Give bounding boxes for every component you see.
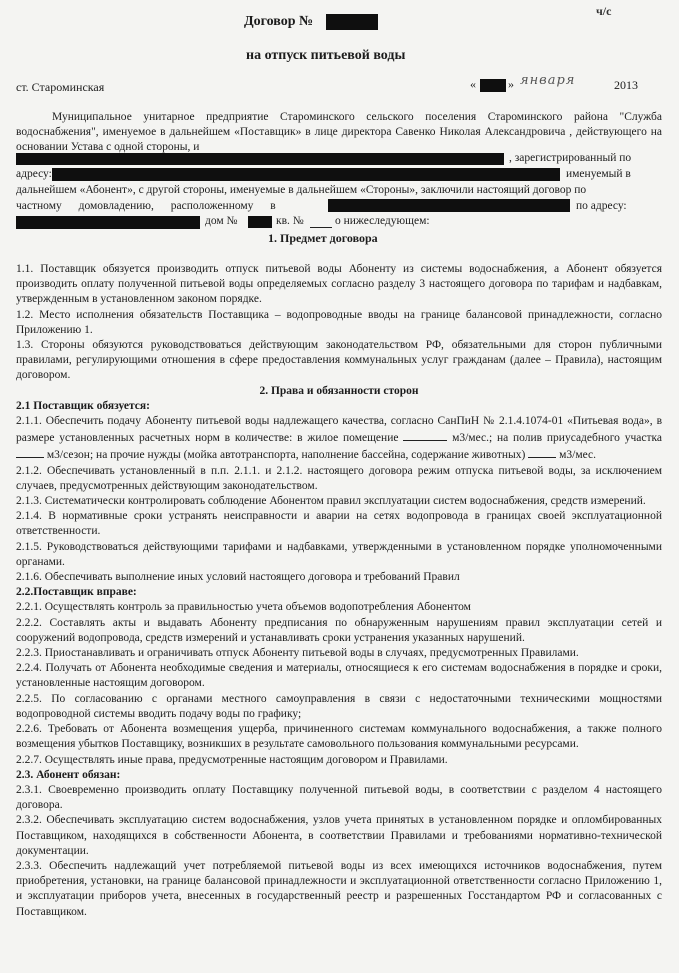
private-house-text: частному домовладению, расположенному в	[16, 200, 276, 212]
clause-2-2-5: 2.2.5. По согласованию с органами местного самоуправления в связи с недостаточными техническими мощностями водопроводной системы вводить подачу воды по графику;	[16, 692, 662, 720]
house-number-label: дом №	[205, 215, 238, 227]
contract-title: Договор №	[244, 14, 314, 29]
redaction-street	[16, 216, 200, 229]
redaction-abonent-name	[16, 153, 504, 165]
date-quote-close: »	[508, 77, 514, 91]
section-2-3-heading: 2.3. Абонент обязан:	[16, 768, 121, 781]
clause-2-1-2: 2.1.2. Обеспечивать установленный в п.п. 2.1.1. и 2.1.2. настоящего договора режим отпуска питьевой воды, за исключением случаев, предусмотренных действующим законодательством.	[16, 464, 662, 492]
named-text: именуемый в	[566, 168, 631, 180]
clause-2-2-6: 2.2.6. Требовать от Абонента возмещения ущерба, причиненного системам коммунального водоснабжения, а также полного возмещения убытков Поставщику, возникших в результате самовольного пользования коммунальными ресурсами.	[16, 723, 662, 751]
date-quote-open: «	[470, 77, 476, 91]
apartment-number-label: кв. №	[276, 215, 304, 227]
redaction-settlement	[328, 199, 570, 212]
clause-2-3-3: 2.3.3. Обеспечить надлежащий учет потребляемой питьевой воды из всех имеющихся источников водоснабжения, путем приобретения, установки, на границе балансовой принадлежности и эксплуатационной ответственности согласно Приложению 1, и эксплуатации приборов учета, внесенных в государственный реестр и разрешенных Госстандартом РФ и согласованных с Поставщиком.	[16, 859, 662, 918]
redaction-day	[480, 79, 506, 92]
clause-2-1-6: 2.1.6. Обеспечивать выполнение иных условий настоящего договора и требований Правил	[16, 571, 460, 584]
redaction-abonent-address	[52, 168, 560, 181]
clause-2-2-7: 2.2.7. Осуществлять иные права, предусмотренные настоящим договором и Правилами.	[16, 753, 448, 766]
clause-2-2-1: 2.2.1. Осуществлять контроль за правильностью учета объемов водопотребления Абонентом	[16, 601, 471, 614]
clause-2-1-1	[16, 414, 662, 464]
section-2-2-heading: 2.2.Поставщик вправе:	[16, 586, 137, 599]
clause-2-1-1-part-a: 2.1.1. Обеспечить подачу Абоненту питьевой воды надлежащего качества, согласно СанПиН № 2.1.4.1074-01 «Питьевая вода», в размере установленных расчетных норм в количестве: в жилое помещение	[16, 415, 662, 445]
clause-2-2-2: 2.2.2. Составлять акты и выдавать Абоненту предписания по обнаруженным нарушениям правил эксплуатации сетей и сооружений водопровода, средств измерений и устанавливать сроки устранения указанных нарушений.	[16, 616, 662, 644]
corner-mark: ч/с	[596, 4, 612, 18]
contract-subtitle: на отпуск питьевой воды	[246, 48, 406, 63]
clause-2-1-4: 2.1.4. В нормативные сроки устранять неисправности и аварии на сетях водопровода в границах своей эксплуатационной ответственности.	[16, 510, 662, 538]
clause-1-2: 1.2. Место исполнения обязательств Поставщика – водопроводные вводы на границе балансовой принадлежности, согласно Приложению 1.	[16, 308, 662, 336]
clause-2-2-3: 2.2.3. Приостанавливать и ограничивать отпуск Абоненту питьевой воды в случаях, предусмотренных Правилами.	[16, 647, 579, 660]
redaction-contract-number	[326, 14, 378, 30]
clause-2-1-1-part-b: м3/мес.; на полив приусадебного участка	[452, 432, 663, 445]
clause-2-1-1-part-d: м3/мес.	[559, 449, 596, 462]
clause-2-3-2: 2.3.2. Обеспечивать эксплуатацию систем водоснабжения, узлов учета принятых в установленном порядке и опломбированных Поставщиком, находящихся в собственности Абонента, в соответствии Правилами и требованиями нормативно-технической документации.	[16, 814, 662, 857]
blank-garden-norm	[16, 446, 44, 458]
contract-body	[16, 262, 662, 920]
date-month-handwritten: января	[520, 73, 576, 88]
at-address-text: по адресу:	[576, 200, 627, 212]
redaction-house-number	[248, 216, 272, 228]
section-1-heading: 1. Предмет договора	[268, 231, 378, 245]
apartment-number-blank	[310, 216, 332, 228]
blank-living-norm	[403, 429, 447, 441]
section-2-1-heading: 2.1 Поставщик обязуется:	[16, 399, 150, 412]
preamble-text: Муниципальное унитарное предприятие Староминского сельского поселения Староминского района "Служба водоснабжения", именуемое в дальнейшем «Поставщик» в лице директора Савенко Николая Александровича , действующего на основании Устава с одной стороны, и	[16, 111, 662, 154]
date-year: 2013	[614, 78, 638, 92]
abonent-line: дальнейшем «Абонент», с другой стороны, именуемые в дальнейшем «Стороны», заключили настоящий договор по	[16, 184, 587, 196]
clause-2-1-5: 2.1.5. Руководствоваться действующими тарифами и надбавками, утвержденными в установленном порядке уполномоченными органами.	[16, 540, 662, 568]
clause-1-3: 1.3. Стороны обязуются руководствоваться действующим законодательством РФ, обязательными для сторон публичными правилами, регулирующими отношения в сфере предоставления коммунальных услуг гражданам (далее – Правила), настоящим договором.	[16, 339, 662, 382]
place: ст. Староминская	[16, 80, 105, 94]
address-label: адресу:	[16, 168, 52, 180]
registered-text: , зарегистрированный по	[509, 152, 632, 164]
following-text: о нижеследующем:	[335, 215, 430, 227]
clause-2-3-1: 2.3.1. Своевременно производить оплату Поставщику полученной питьевой воды, в соответствии с разделом 4 настоящего договора.	[16, 783, 662, 812]
clause-2-1-1-part-c: м3/сезон; на прочие нужды (мойка автотранспорта, наполнение бассейна, содержание животных)	[46, 449, 526, 462]
section-2-heading: 2. Права и обязанности сторон	[259, 384, 419, 397]
blank-other-norm	[528, 446, 556, 458]
clause-1-1: 1.1. Поставщик обязуется производить отпуск питьевой воды Абоненту из системы водоснабжения, а Абонент обязуется производить оплату полученной питьевой воды определяемых согласно разделу 3 настоящего договора по тарифам и надбавкам, утвержденным в установленном законом порядке.	[16, 263, 662, 306]
clause-2-2-4: 2.2.4. Получать от Абонента необходимые сведения и материалы, относящиеся к его системам водоснабжения в порядке и сроки, установленные настоящим договором.	[16, 662, 662, 690]
clause-2-1-3: 2.1.3. Систематически контролировать соблюдение Абонентом правил эксплуатации систем водоснабжения, средств измерений.	[16, 495, 646, 508]
